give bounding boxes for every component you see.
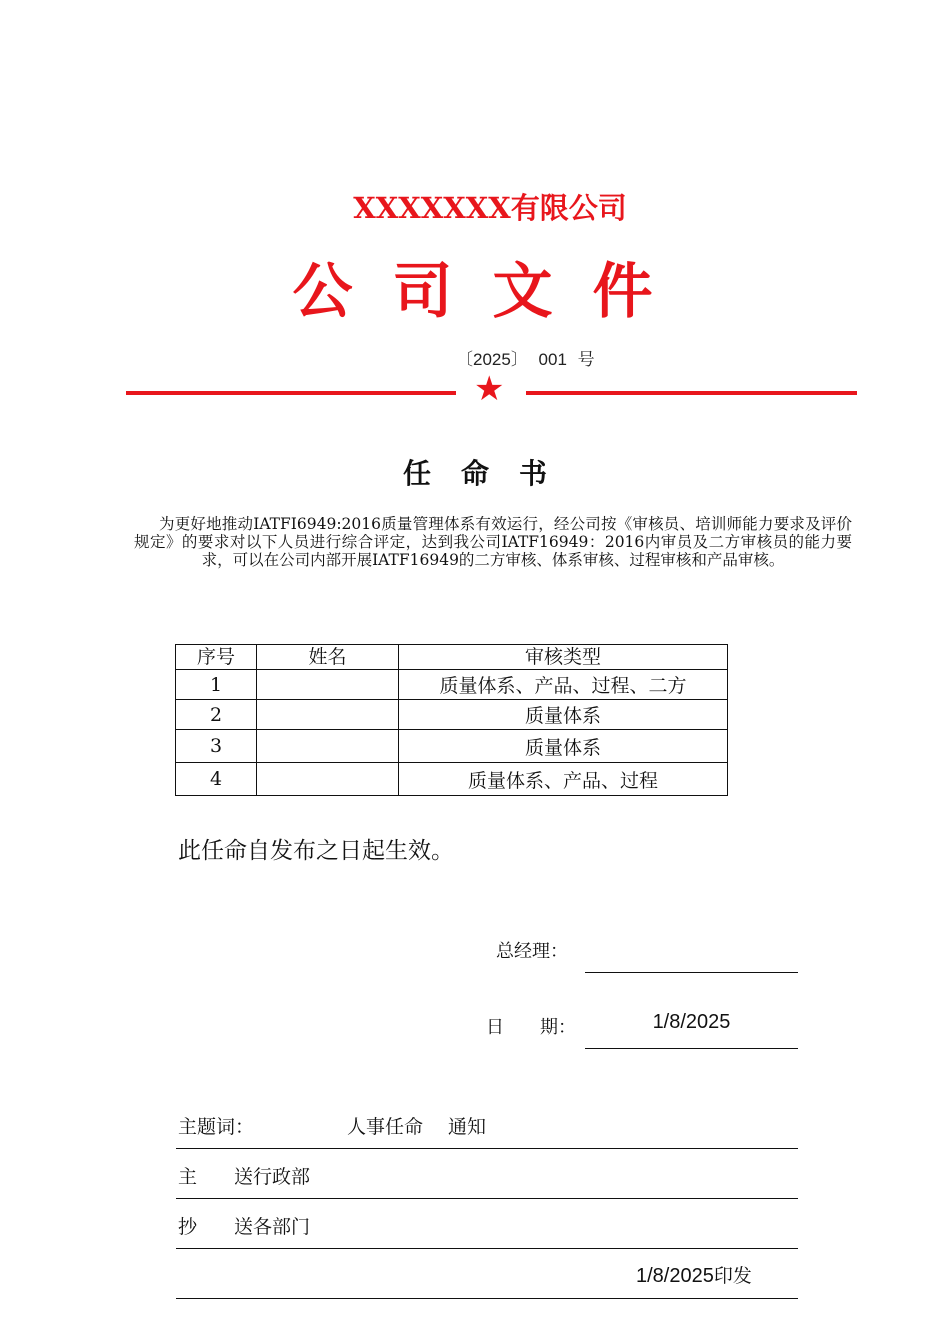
header-type: 审核类型 [399,645,728,670]
cc-recipient: 送各部门 [234,1216,311,1238]
row-no: 2 [176,700,257,730]
footer-divider [176,1248,798,1249]
date-label: 日 期： [486,1017,576,1038]
row-no: 3 [176,730,257,763]
company-name: XXXXXXX有限公司 [353,191,627,225]
document-heading: 公司文件 [292,257,693,327]
document-number: 〔2025〕 001 号 [456,350,595,369]
cc-label: 抄 [178,1216,198,1238]
row-name [257,700,399,730]
row-type: 质量体系 [399,700,728,730]
header-no: 序号 [176,645,257,670]
header-name: 姓名 [257,645,399,670]
subject-label: 主题词： [178,1116,255,1138]
main-recipient: 送行政部 [234,1166,311,1188]
table-row [176,700,728,730]
footer-divider [176,1198,798,1199]
effective-statement: 此任命自发布之日起生效。 [178,838,454,864]
subject-keywords: 人事任命 通知 [347,1116,487,1138]
row-name [257,730,399,763]
table-row [176,730,728,763]
star-icon: ★ [474,369,505,409]
appointment-title: 任命书 [402,457,577,490]
row-no: 4 [176,763,257,796]
issue-date-value: 1/8/2025 [636,1265,714,1287]
footer-divider [176,1298,798,1299]
appointment-body: 为更好地推动IATFI6949:2016质量管理体系有效运行，经公司按《审核员、培训师能力要求及评价规定》的要求对以下人员进行综合评定，达到我公司IATF16949：2016内审员及二方审核员的能力要求，可以在公司内部开展IATF16949的二方审核、体系审核、过程审核和产品审核。 [134,515,852,569]
row-type: 质量体系、产品、过程 [399,763,728,796]
row-name [257,670,399,700]
issue-date [636,1261,752,1288]
row-type: 质量体系、产品、过程、二方 [399,670,728,700]
table-row [176,763,728,796]
appointment-table [175,644,728,796]
table-row [176,670,728,700]
footer-divider [176,1148,798,1149]
row-name [257,763,399,796]
table-header-row [176,645,728,670]
signature-line [585,972,798,973]
row-type: 质量体系 [399,730,728,763]
issue-suffix: 印发 [713,1265,752,1287]
red-divider-left [126,391,456,395]
main-recipient-label: 主 [178,1166,198,1188]
date-value: 1/8/2025 [652,1011,731,1033]
red-divider-right [526,391,857,395]
date-line [585,1048,798,1049]
row-no: 1 [176,670,257,700]
general-manager-label: 总经理： [496,941,568,962]
